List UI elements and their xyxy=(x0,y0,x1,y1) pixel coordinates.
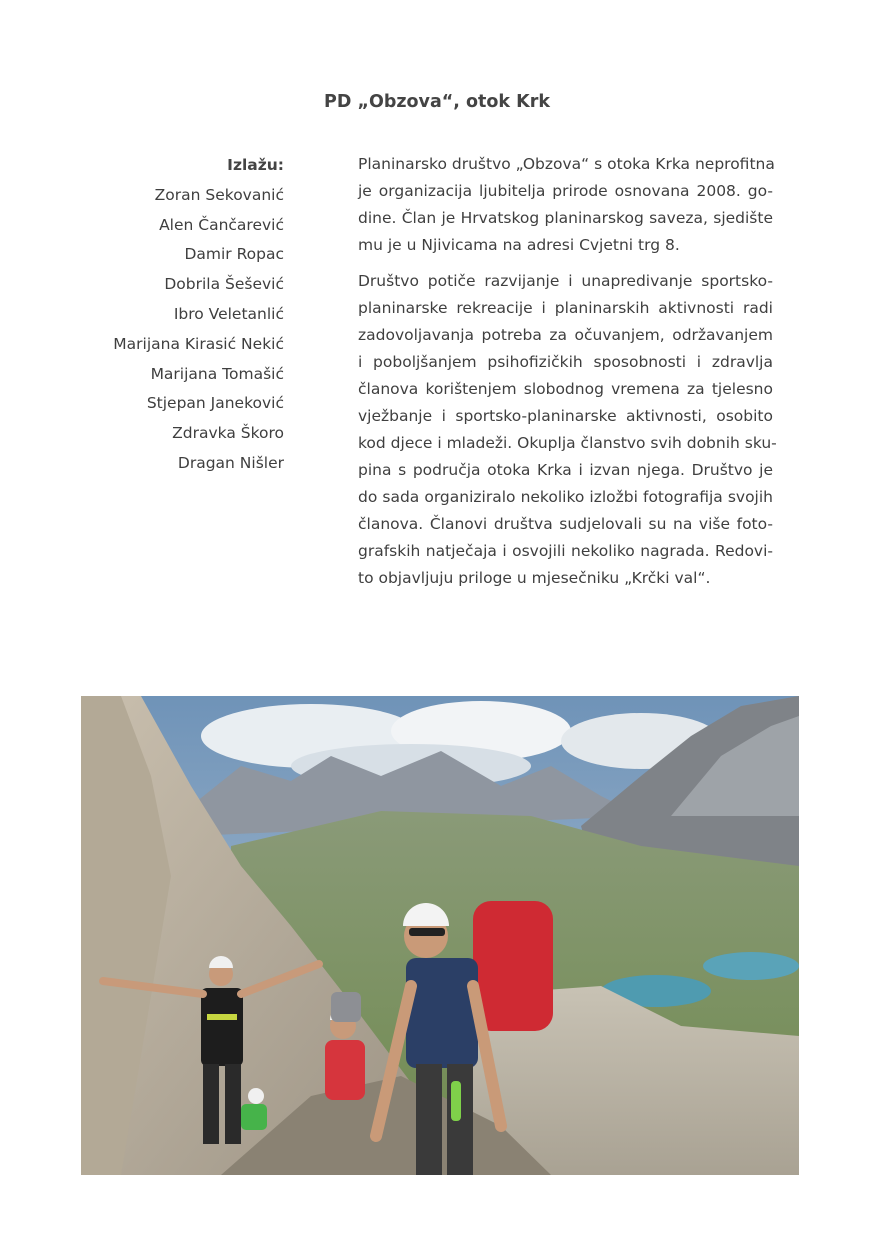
exhibitor-name: Dobrila Šešević xyxy=(164,275,284,294)
text-line: dine. Član je Hrvatskog planinarskog saveza, sjedište xyxy=(358,209,773,227)
exhibitor-name: Alen Čančarević xyxy=(159,215,284,234)
exhibitor-name: Zdravka Škoro xyxy=(172,424,284,443)
exhibitor-name: Damir Ropac xyxy=(184,245,284,264)
text-line: grafskih natječaja i osvojili nekoliko nagrada. Redovi- xyxy=(358,542,773,560)
text-line: pina s područja otoka Krka i izvan njega. Društvo je xyxy=(358,461,773,479)
exhibitors-list xyxy=(90,151,284,479)
text-line: mu je u Njivicama na adresi Cvjetni trg 8. xyxy=(358,236,680,254)
text-line: je organizacija ljubitelja prirode osnovana 2008. go- xyxy=(358,182,773,200)
text-line: Društvo potiče razvijanje i unapredivanje sportsko- xyxy=(358,272,773,290)
text-line: članova korištenjem slobodnog vremena za tjelesno xyxy=(358,380,773,398)
exhibitor-name: Stjepan Janeković xyxy=(146,394,284,413)
text-line: planinarske rekreacije i planinarskih aktivnosti radi xyxy=(358,299,773,317)
exhibitor-name: Ibro Veletanlić xyxy=(173,304,284,323)
text-line: članova. Članovi društva sudjelovali su na više foto- xyxy=(358,515,773,533)
text-line: Planinarsko društvo „Obzova“ s otoka Krka neprofitna xyxy=(358,155,775,173)
page-title: PD „Obzova“, otok Krk xyxy=(324,92,550,112)
paragraph-activities xyxy=(358,268,777,592)
mountain-climbers-photo xyxy=(81,696,799,1175)
exhibitor-name: Marijana Kirasić Nekić xyxy=(113,334,284,353)
exhibitor-name: Zoran Sekovanić xyxy=(154,185,284,204)
text-line: to objavljuju priloge u mjesečniku „Krčki val“. xyxy=(358,569,711,587)
text-line: i poboljšanjem psihofizičkih sposobnosti i zdravlja xyxy=(358,353,773,371)
exhibitors-heading: Izlažu: xyxy=(227,156,284,174)
text-line: vježbanje i sportsko-planinarske aktivnosti, osobito xyxy=(358,407,773,425)
exhibitor-name: Dragan Nišler xyxy=(177,453,284,472)
text-line: zadovoljavanja potreba za očuvanjem, održavanjem xyxy=(358,326,773,344)
exhibitor-name: Marijana Tomašić xyxy=(150,364,284,383)
description-text xyxy=(358,151,777,601)
paragraph-intro xyxy=(358,151,773,259)
climber-figure xyxy=(325,992,365,1100)
text-line: kod djece i mladeži. Okuplja članstvo svih dobnih sku- xyxy=(358,434,777,452)
text-line: do sada organiziralo nekoliko izložbi fotografija svojih xyxy=(358,488,773,506)
